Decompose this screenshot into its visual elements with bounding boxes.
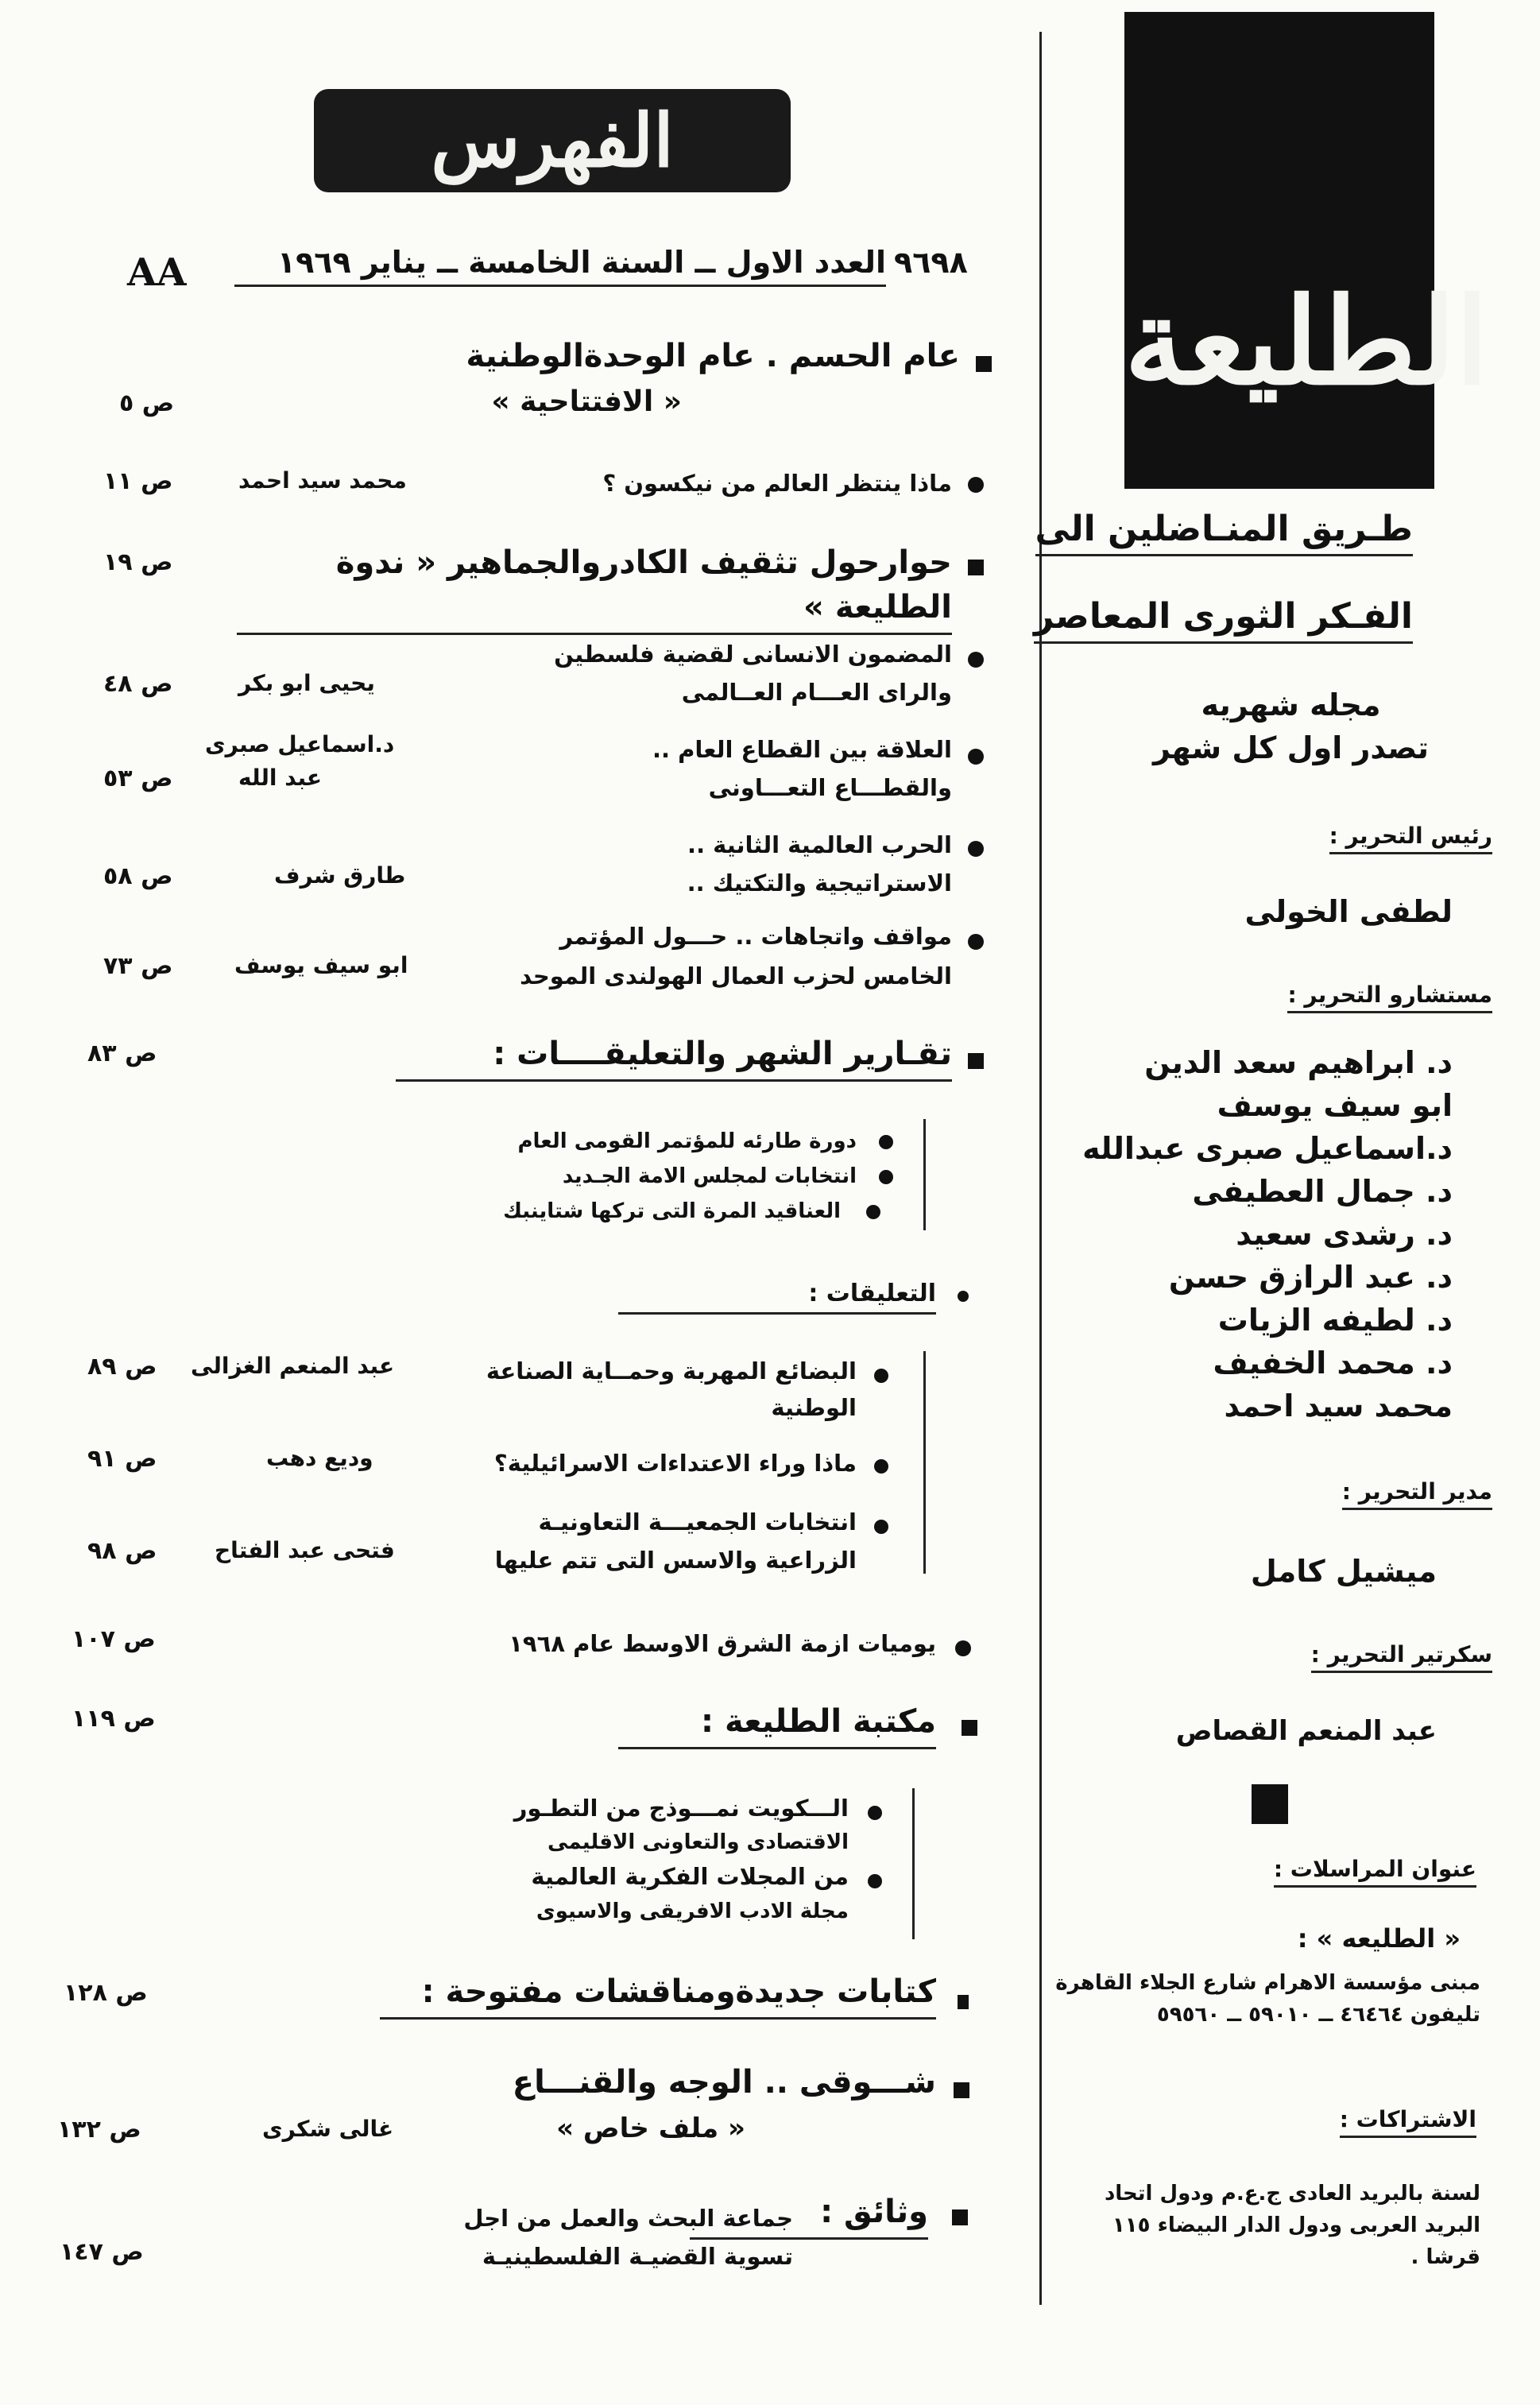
handwritten-mark: AA [127,250,187,295]
square-ornament [1252,1784,1288,1824]
square-bullet-icon [952,2209,968,2225]
toc-author: يحيى ابو بكر [238,670,375,696]
square-bullet-icon [976,356,992,372]
round-bullet-icon [968,934,984,950]
toc-entry-title: كتابات جديدةومناقشات مفتوحة : [380,1969,936,2020]
toc-subitem: من المجلات الفكرية العالمية [531,1863,849,1890]
toc-author: وديع دهب [266,1445,373,1471]
square-bullet-icon [954,2082,969,2098]
toc-page: ص ١٣٢ [57,2116,141,2144]
toc-page: ص ٨٩ [87,1353,157,1381]
toc-author: عبد الله [238,765,322,791]
toc-entry-line1: مواقف واتجاهات .. حـــول المؤتمر [559,923,952,950]
toc-page: ص ٥٣ [103,765,173,792]
advisor: ابو سيف يوسف [1217,1088,1453,1123]
toc-entry-line1: العلاقة بين القطاع العام .. [652,736,952,763]
round-bullet-icon [874,1459,888,1474]
advisors-label: مستشارو التحرير : [1287,982,1492,1013]
toc-page: ص ١١ [103,467,173,495]
advisor: د. ابراهيم سعد الدين [1144,1045,1453,1080]
toc-entry-title: شـــوقى .. الوجه والقنـــاع [512,2064,936,2101]
advisors-list [1082,1041,1453,1427]
toc-subitem: دورة طارئه للمؤتمر القومى العام [517,1129,857,1153]
toc-entry-line2: والراى العـــام العــالمى [681,679,952,706]
list-bracket [923,1119,926,1230]
advisor: د. رشدى سعيد [1236,1217,1453,1252]
tagline-line2: الفـكر الثورى المعاصر [1034,596,1413,644]
advisor: د.اسماعيل صبرى عبدالله [1082,1131,1453,1166]
toc-page: ص ١١٩ [72,1705,156,1733]
toc-page: ص ١٩ [103,548,173,576]
round-bullet-icon [874,1520,888,1534]
toc-page: ص ٨٣ [87,1040,157,1067]
subscriptions-text: لسنة بالبريد العادى ج.ع.م ودول اتحاد البريد العربى ودول الدار البيضاء ١١٥ قرشا . [1104,2182,1480,2269]
square-bullet-icon [962,1720,977,1736]
square-bullet-icon [968,1053,984,1069]
round-bullet-icon [968,652,984,668]
advisor: د. عبد الرازق حسن [1168,1260,1453,1295]
toc-entry-line2: الخامس لحزب العمال الهولندى الموحد [520,962,952,989]
toc-entry-line2: الزراعية والاسس التى تتم عليها [494,1547,857,1574]
toc-page: ص ٥ [119,389,175,417]
issue-line: العدد الاول ــ السنة الخامسة ــ يناير ١٩٦٩ [234,245,886,287]
handwritten-scribble: ٩٦٩٨ [894,245,968,280]
toc-page: ص ٤٨ [103,670,173,698]
advisor: د. لطيفه الزيات [1217,1303,1453,1338]
toc-entry-line2: الوطنية [771,1394,857,1421]
editor-in-chief-label: رئيس التحرير : [1329,823,1492,854]
list-bracket [923,1351,926,1574]
toc-entry-line1: يوميات ازمة الشرق الاوسط عام ١٩٦٨ [509,1630,936,1657]
toc-entry-line1: انتخابات الجمعيـــة التعاونيـة [538,1508,857,1536]
contact-address: مبنى مؤسسة الاهرام شارع الجلاء القاهرة تليفون ٤٦٤٦٤ ــ ٥٩٠١٠ ــ ٥٩٥٦٠ [1055,1971,1480,2027]
toc-entry-line1: الحرب العالمية الثانية .. [687,831,952,858]
round-bullet-icon [874,1369,888,1383]
column-divider [1039,32,1042,2305]
toc-entry-title: حوارحول تثقيف الكادروالجماهير « ندوة الطليعة » [237,540,952,635]
toc-entry-line1: ماذا وراء الاعتداءات الاسرائيلية؟ [493,1450,857,1477]
round-bullet-icon [866,1205,880,1219]
managing-editor-label: مدير التحرير : [1342,1478,1492,1510]
secretary-name: عبد المنعم القصاص [1175,1715,1437,1747]
managing-editor-name: ميشيل كامل [1250,1554,1437,1589]
toc-entry-title: وثائق : [690,2190,928,2240]
toc-page: ص ١٤٧ [60,2238,144,2266]
round-bullet-icon [868,1806,882,1820]
toc-author: طارق شرف [274,862,406,889]
toc-page: ص ٥٨ [103,862,173,890]
square-bullet-icon [958,1995,969,2009]
toc-subitem: الاقتصادى والتعاونى الاقليمى [548,1830,849,1854]
frequency-note: مجله شهريه تصدر اول كل شهر [1153,687,1429,765]
round-bullet-icon [868,1874,882,1888]
toc-entry-title: مكتبة الطليعة : [618,1699,936,1749]
toc-author: محمد سيد احمد [238,467,407,494]
advisor: محمد سيد احمد [1224,1388,1453,1423]
toc-subitem: مجلة الادب الافريقى والاسيوى [536,1900,849,1923]
toc-page: ص ١٠٧ [72,1625,156,1653]
logo-text: الطليعة [1124,272,1489,412]
toc-subitem: الـــكويت نمـــوذج من التطـور [513,1795,849,1822]
toc-entry-line1: البضائع المهربة وحمــاية الصناعة [486,1357,857,1385]
list-bracket [912,1788,915,1939]
toc-page: ص ٩١ [87,1445,157,1473]
toc-entry-line2: الاستراتيجية والتكتيك .. [687,869,952,897]
toc-page: ص ٩٨ [87,1537,157,1565]
toc-entry-title: عام الحسم . عام الوحدةالوطنية [466,338,960,374]
round-bullet-icon [968,841,984,857]
masthead-logo [1124,12,1489,489]
square-bullet-icon [968,560,984,575]
toc-author: غالى شكرى [262,2116,394,2142]
toc-entry-title: تقـارير الشهر والتعليقــــات : [396,1032,952,1082]
round-bullet-icon [968,477,984,493]
toc-subitem: العناقيد المرة التى تركها شتاينبك [503,1199,841,1223]
round-bullet-icon [879,1170,893,1184]
contact-label: عنوان المراسلات : [1274,1856,1476,1888]
tagline-line1: طـريق المنـاضلين الى [1035,509,1413,556]
round-bullet-icon [879,1135,893,1149]
contact-name: « الطليعه » : [1297,1923,1461,1954]
toc-author: د.اسماعيل صبرى [205,731,395,757]
toc-entry-line1: جماعة البحث والعمل من اجل [463,2205,793,2232]
round-bullet-icon [955,1640,971,1656]
toc-entry-subtitle: « الافتتاحية » [491,385,682,418]
subscriptions-label: الاشتراكات : [1340,2106,1476,2138]
advisor: د. محمد الخفيف [1213,1346,1453,1381]
advisor: د. جمال العطيفى [1192,1174,1453,1209]
toc-subitem: انتخابات لمجلس الامة الجـديد [562,1164,857,1188]
round-bullet-icon [968,749,984,765]
secretary-label: سكرتير التحرير : [1311,1641,1492,1673]
toc-author: عبد المنعم الغزالى [191,1353,395,1379]
toc-page: ص ٧٣ [103,952,173,980]
toc-entry-line2: تسوية القضيـة الفلسطينيـة [482,2243,793,2270]
toc-author: ابو سيف يوسف [234,952,408,978]
toc-entry-line2: والقطـــاع التعـــاونى [708,774,952,801]
toc-entry-title: التعليقات : [618,1276,936,1315]
toc-page: ص ١٢٨ [64,1979,148,2007]
index-title: الفهرس [314,89,791,192]
toc-author: فتحى عبد الفتاح [215,1537,395,1563]
toc-entry-line1: المضمون الانسانى لقضية فلسطين [554,641,952,668]
toc-entry-subtitle: « ملف خاص » [556,2113,745,2144]
editor-in-chief-name: لطفى الخولى [1244,894,1453,929]
round-bullet-icon [958,1291,969,1302]
toc-entry-title: ماذا ينتظر العالم من نيكسون ؟ [602,470,952,497]
